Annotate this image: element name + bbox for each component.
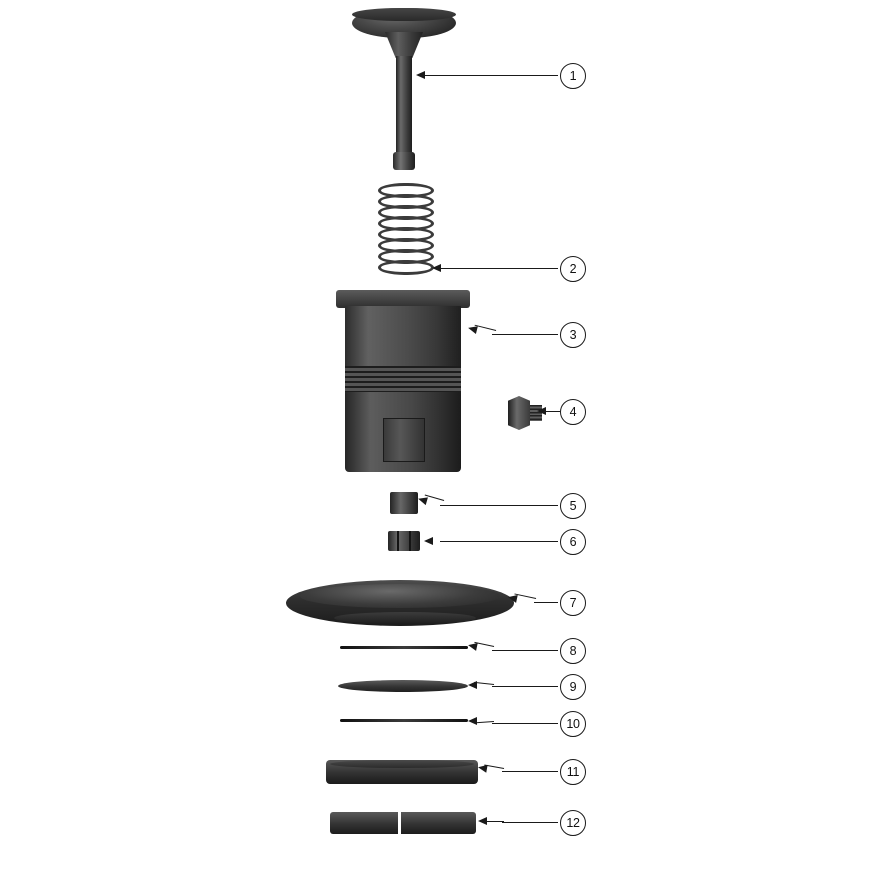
callout-5[interactable]: 5 [560,493,586,519]
callout-11[interactable]: 11 [560,759,586,785]
part-8-thin-ring [340,646,468,649]
part-12-split-ring [330,812,476,834]
leader-line-8 [492,650,558,651]
body-threaded-band [345,366,461,392]
arrowhead-11 [477,763,487,772]
valve-stem [396,56,412,156]
arrowhead-5 [417,495,428,505]
leader-line-12b [484,821,504,822]
arrowhead-6 [424,537,433,545]
part-5-block [390,492,418,514]
leader-line-11 [502,771,558,772]
leader-line-1 [424,75,558,76]
leader-line-3 [492,334,558,335]
part-10-thin-ring [340,719,468,722]
callout-10[interactable]: 10 [560,711,586,737]
callout-1[interactable]: 1 [560,63,586,89]
arrowhead-4 [537,407,546,415]
valve-head-top-face [352,8,456,21]
leader-line-10 [492,723,558,724]
block-slot [397,531,399,551]
valve-stem-tip [393,152,415,170]
arrowhead-3 [467,324,478,334]
bowl-base-rim [334,612,476,624]
callout-8[interactable]: 8 [560,638,586,664]
leader-line-4 [545,411,560,412]
callout-7[interactable]: 7 [560,590,586,616]
plug-hex-head [508,396,530,430]
split-ring-gap [398,812,401,834]
callout-4[interactable]: 4 [560,399,586,425]
arrowhead-1 [416,71,425,79]
callout-9[interactable]: 9 [560,674,586,700]
spring-coil [378,260,434,275]
part-2-spring [378,183,434,281]
arrowhead-10 [468,717,477,725]
callout-2[interactable]: 2 [560,256,586,282]
valve-neck [385,32,423,58]
callout-12[interactable]: 12 [560,810,586,836]
block-slot [409,531,411,551]
leader-line-9 [492,686,558,687]
leader-line-9b [474,682,494,685]
leader-line-5 [440,505,558,506]
arrowhead-9 [468,681,477,689]
body-upper-section [345,306,461,366]
bowl-inner-surface [300,584,500,608]
part-9-flat-ring [338,680,468,692]
ring-block-top-face [330,760,474,768]
part-6-block [388,531,420,551]
arrowhead-2 [432,264,441,272]
arrowhead-8 [467,641,477,651]
callout-3[interactable]: 3 [560,322,586,348]
arrowhead-12 [478,817,487,825]
arrowhead-7 [507,593,517,603]
leader-line-2 [440,268,558,269]
leader-line-6 [440,541,558,542]
leader-line-12 [502,822,558,823]
body-window-panel [383,418,425,462]
callout-6[interactable]: 6 [560,529,586,555]
leader-line-7 [534,602,558,603]
